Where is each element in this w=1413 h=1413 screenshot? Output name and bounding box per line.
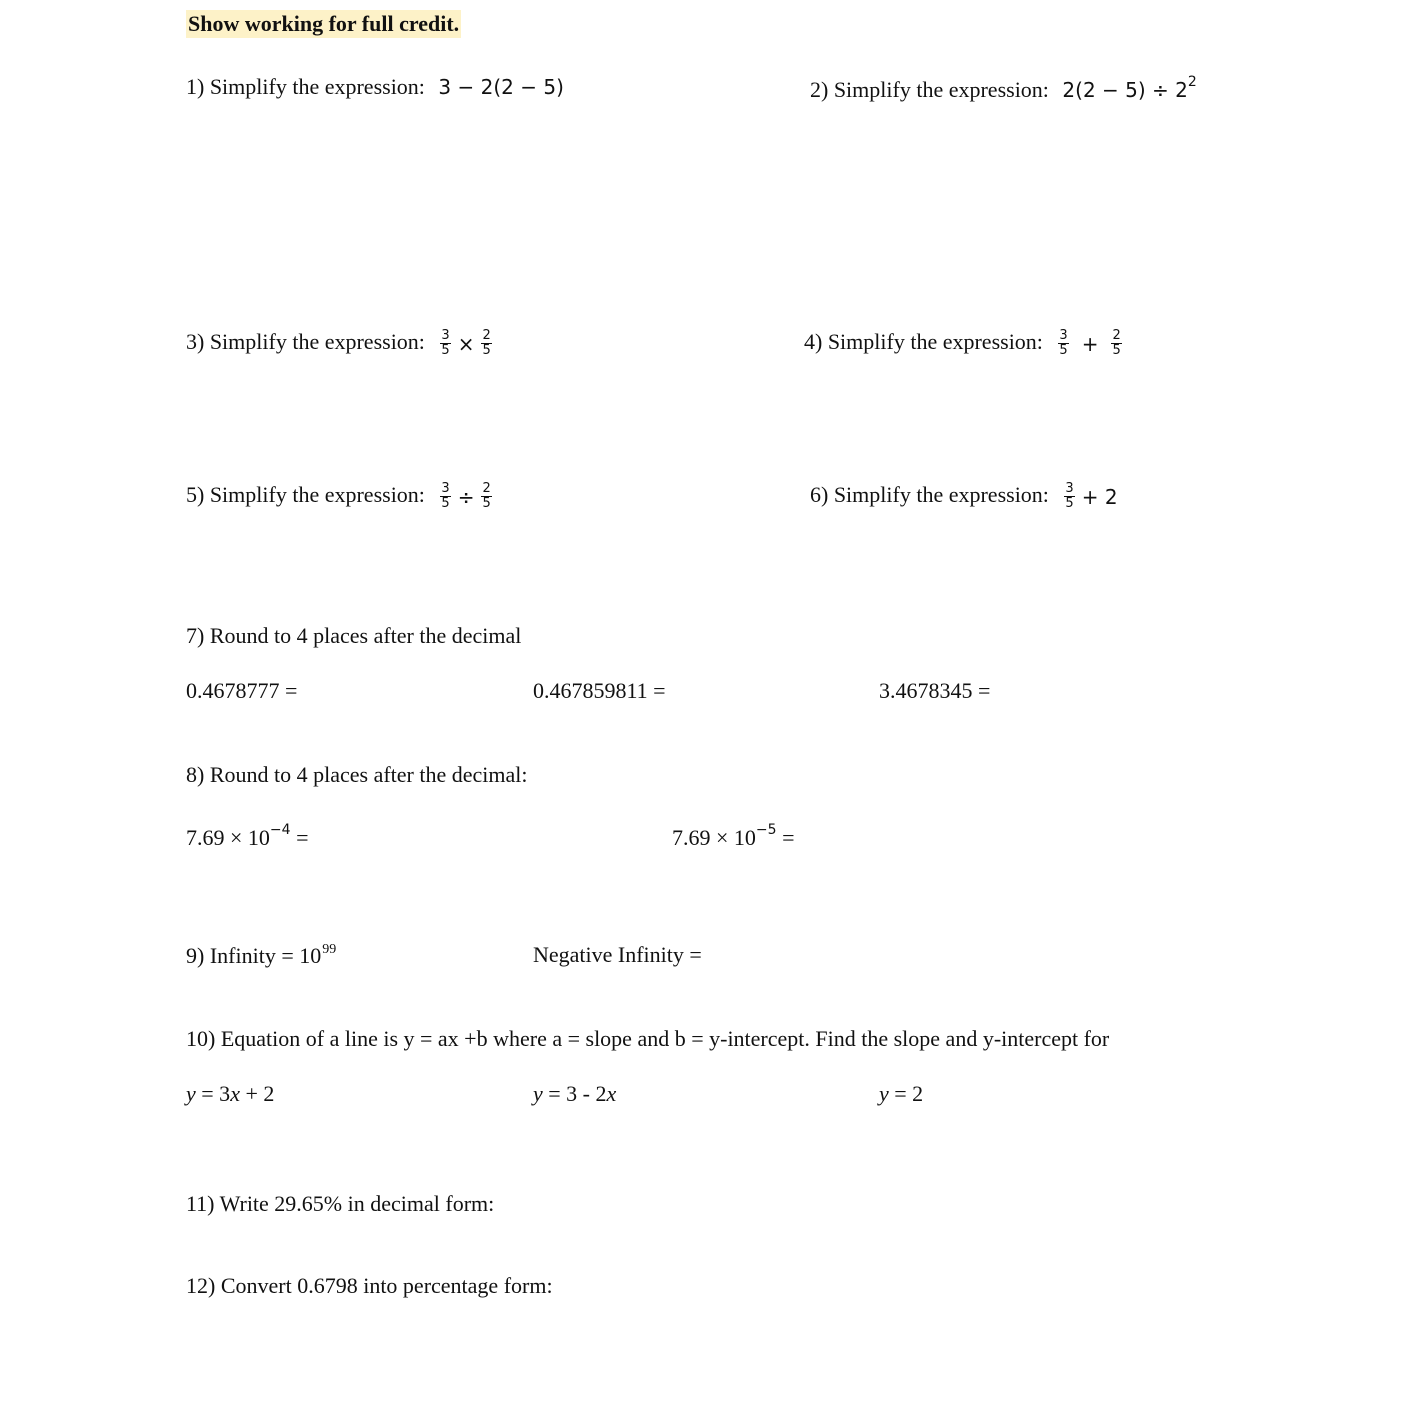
question-5-fraction-1: $\frac{3}{5}$ [441,481,450,512]
question-12-label: 12) Convert 0.6798 into percentage form: [186,1273,553,1298]
question-8-item-2-exponent: −5 [755,822,777,838]
question-3-fraction-2: $\frac{2}{5}$ [482,328,491,359]
question-4-fraction-2: $\frac{2}{5}$ [1112,328,1121,359]
question-1-label: 1) Simplify the expression: [186,74,425,99]
question-6-tail: + 2 [1081,484,1118,509]
question-5-fraction-2: $\frac{2}{5}$ [482,481,491,512]
question-10-equation-3: y = 2 [879,1081,924,1106]
question-5-label: 5) Simplify the expression: [186,482,425,507]
question-7-label: 7) Round to 4 places after the decimal [186,623,522,648]
question-8-item-1: $7.69 \times 10^{-4}$ = [186,822,309,850]
question-9-exponent: 99 [322,942,337,957]
question-2-label: 2) Simplify the expression: [810,77,1049,102]
question-10-label: 10) Equation of a line is y = ax +b where a = slope and b = y-intercept. Find the slope and y-intercept for [186,1026,1110,1051]
question-2-exponent: 2 [1187,74,1197,90]
question-10-equation-1: y = 3x + 2 [186,1081,275,1106]
question-7-item-2: 0.467859811 = [533,678,666,703]
question-5-operator: ÷ [457,484,475,509]
question-7-item-1: 0.4678777 = [186,678,298,703]
instructions-header: Show working for full credit. [188,11,460,36]
question-1 [186,74,564,100]
question-10-equation-2: y = 3 - 2x [533,1081,617,1106]
question-8-item-2: $7.69 \times 10^{-5}$ = [672,822,795,850]
question-2 [810,74,1197,103]
question-1-expression: 3 − 2(2 − 5) [438,75,564,99]
question-3-fraction-1: $\frac{3}{5}$ [441,328,450,359]
question-4 [804,322,1125,364]
question-4-label: 4) Simplify the expression: [804,329,1043,354]
question-4-operator: + [1081,331,1099,356]
question-7-item-3: 3.4678345 = [879,678,991,703]
question-9 [186,942,336,969]
question-11-label: 11) Write 29.65% in decimal form: [186,1191,495,1216]
question-3-operator: × [457,331,475,356]
question-6 [810,475,1122,517]
question-5 [186,475,495,517]
question-6-label: 6) Simplify the expression: [810,482,1049,507]
question-9-label: 9) Infinity = 10 [186,943,322,968]
question-8-label: 8) Round to 4 places after the decimal: [186,762,528,787]
question-4-fraction-1: $\frac{3}{5}$ [1059,328,1068,359]
question-3 [186,322,495,364]
question-3-label: 3) Simplify the expression: [186,329,425,354]
question-8-item-1-exponent: −4 [269,822,291,838]
question-2-expression: 2(2 − 5) ÷ 2 [1062,78,1188,102]
question-9-negative-infinity: Negative Infinity = [533,942,702,967]
question-6-fraction: $\frac{3}{5}$ [1065,481,1074,512]
